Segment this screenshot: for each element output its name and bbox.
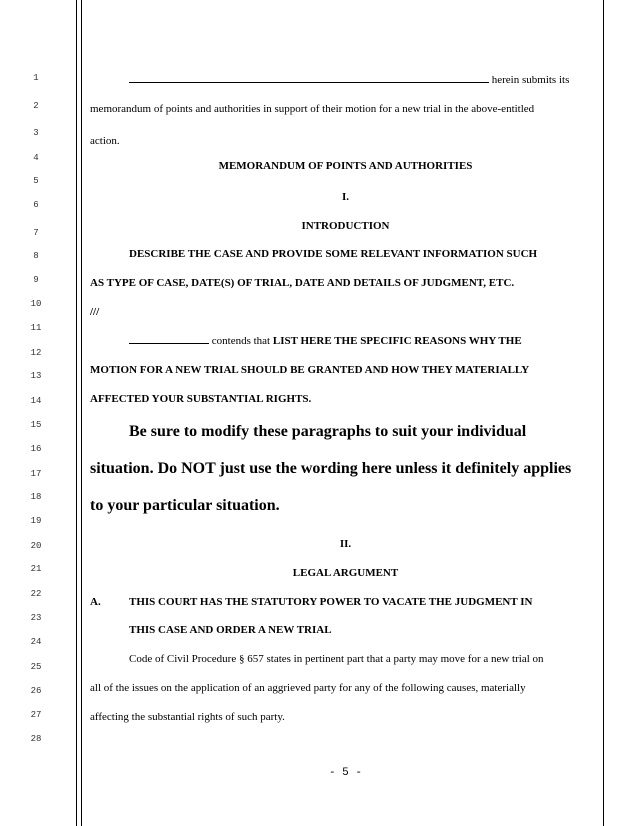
line-number: 1 (33, 73, 39, 83)
contends-line (129, 334, 522, 347)
intro-text: herein submits its (491, 74, 570, 86)
memorandum-heading: MEMORANDUM OF POINTS AND AUTHORITIES (218, 160, 473, 172)
line-number: 27 (30, 710, 42, 720)
line-number: 9 (33, 275, 39, 285)
line-number: 12 (30, 348, 42, 358)
instruction-note: Be sure to modify these paragraphs to suit your individual (129, 423, 527, 440)
line-number: 22 (30, 589, 42, 599)
line-number: 5 (33, 176, 39, 186)
code-text: affecting the substantial rights of such party. (90, 711, 285, 723)
separator-text: /// (90, 306, 100, 318)
line-number: 3 (33, 128, 39, 138)
line-number: 25 (30, 662, 42, 672)
contends-text: contends that (211, 335, 271, 347)
page-number: - 5 - (328, 767, 362, 779)
instruction-note: situation. Do NOT just use the wording here unless it definitely applies (90, 460, 572, 477)
line-number: 19 (30, 516, 42, 526)
code-text: all of the issues on the application of an aggrieved party for any of the following causes, materially (90, 682, 526, 694)
line-number: 13 (30, 371, 42, 381)
reasons-text: MOTION FOR A NEW TRIAL SHOULD BE GRANTED AND HOW THEY MATERIALLY (90, 364, 530, 376)
line-number: 11 (30, 323, 42, 333)
left-margin-rule-inner (81, 0, 82, 826)
section-title: LEGAL ARGUMENT (292, 567, 399, 579)
describe-text: AS TYPE OF CASE, DATE(S) OF TRIAL, DATE AND DETAILS OF JUDGMENT, ETC. (90, 277, 515, 289)
line-number: 28 (30, 734, 42, 744)
line-number: 15 (30, 420, 42, 430)
line-number: 16 (30, 444, 42, 454)
body-line: action. (90, 135, 120, 147)
section-number: I. (341, 191, 350, 203)
reasons-text: LIST HERE THE SPECIFIC REASONS WHY THE (272, 335, 522, 347)
section-title: INTRODUCTION (301, 220, 390, 232)
instruction-note: to your particular situation. (90, 497, 280, 514)
party-name-blank (129, 73, 489, 83)
line-number: 7 (33, 228, 39, 238)
party-name-blank (129, 334, 209, 344)
code-text: Code of Civil Procedure § 657 states in pertinent part that a party may move for a new trial on (129, 653, 544, 665)
line-number: 8 (33, 251, 39, 261)
line-number: 18 (30, 492, 42, 502)
line-number: 10 (30, 299, 42, 309)
subsection-heading: THIS CASE AND ORDER A NEW TRIAL (129, 624, 332, 636)
line-number: 6 (33, 200, 39, 210)
line-number: 21 (30, 564, 42, 574)
reasons-text: AFFECTED YOUR SUBSTANTIAL RIGHTS. (90, 393, 312, 405)
line-number: 14 (30, 396, 42, 406)
describe-text: DESCRIBE THE CASE AND PROVIDE SOME RELEVANT INFORMATION SUCH (129, 248, 538, 260)
line-number: 24 (30, 637, 42, 647)
line-number: 23 (30, 613, 42, 623)
intro-line (129, 73, 569, 86)
left-margin-rule-outer (76, 0, 77, 826)
section-number: II. (339, 538, 352, 550)
line-number: 4 (33, 153, 39, 163)
subsection-heading: THIS COURT HAS THE STATUTORY POWER TO VACATE THE JUDGMENT IN (129, 596, 533, 608)
subsection-label: A. (90, 596, 101, 608)
body-line: memorandum of points and authorities in support of their motion for a new trial in the above-entitled (90, 103, 535, 115)
line-number: 2 (33, 101, 39, 111)
line-number: 17 (30, 469, 42, 479)
line-number: 20 (30, 541, 42, 551)
right-margin-rule (603, 0, 604, 826)
line-number: 26 (30, 686, 42, 696)
